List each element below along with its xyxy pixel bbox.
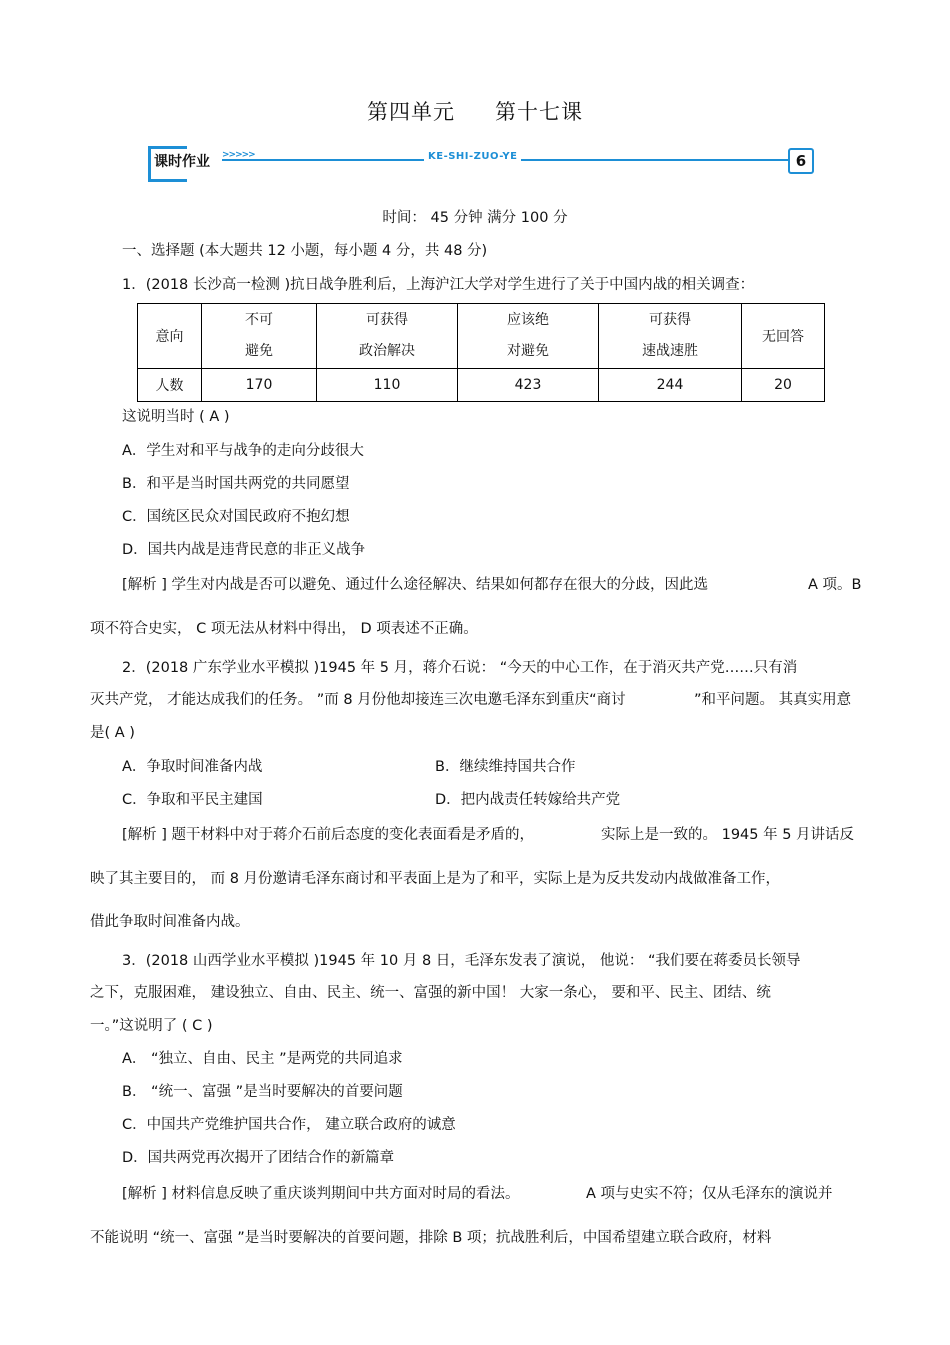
q3-option-a: A． “独立、自由、民主 ”是两党的共同追求 [122,1051,403,1067]
table-cell: 244 [599,369,742,402]
q1-analysis-line: [解析 ] 学生对内战是否可以避免、通过什么途径解决、结果如何都存在很大的分歧，因此选 [122,577,709,593]
q2-analysis-line: 借此争取时间准备内战。 [90,914,250,930]
q3-option-b: B． “统一、富强 ”是当时要解决的首要问题 [122,1084,403,1100]
q2-stem-line: 是( A ) [90,725,135,741]
table-row [138,304,825,369]
q3-analysis-line: A 项与史实不符；仅从毛泽东的演说并 [586,1186,833,1202]
homework-banner [148,146,814,180]
q1-analysis-line: 项不符合史实， C 项无法从材料中得出， D 项表述不正确。 [90,621,478,637]
q2-option-c: C．争取和平民主建国 [122,792,263,808]
table-cell: 无回答 [742,304,825,369]
q2-analysis-line: 映了其主要目的， 而 8 月份邀请毛泽东商讨和平表面上是为了和平，实际上是为反共发动内战做准备工作， [90,871,781,887]
table-cell: 170 [202,369,317,402]
q1-option-b: B．和平是当时国共两党的共同愿望 [122,476,350,492]
q3-analysis-line: [解析 ] 材料信息反映了重庆谈判期间中共方面对时局的看法。 [122,1186,520,1202]
table-cell: 423 [458,369,599,402]
cell-line: 政治解决 [359,343,415,359]
q3-analysis-line: 不能说明 “统一、富强 ”是当时要解决的首要问题，排除 B 项；抗战胜利后，中国希望建立联合政府，材料 [90,1230,772,1246]
cell-line: 避免 [245,343,273,359]
q2-stem-line: 灭共产党， 才能达成我们的任务。 ”而 8 月份他却接连三次电邀毛泽东到重庆“商讨 [90,692,626,708]
q2-option-a: A．争取时间准备内战 [122,759,263,775]
count-header-cell: 人数 [138,369,202,402]
q2-stem-line: 2．(2018 广东学业水平模拟 )1945 年 5 月，蒋介石说： “今天的中心工作，在于消灭共产党……只有消 [122,660,798,676]
q3-option-c: C．中国共产党维护国共合作， 建立联合政府的诚意 [122,1117,456,1133]
q1-option-a: A．学生对和平与战争的走向分歧很大 [122,443,364,459]
q2-analysis-line: [解析 ] 题干材料中对于蒋介石前后态度的变化表面看是矛盾的， [122,827,535,843]
banner-label: 课时作业 [154,154,210,170]
table-cell [599,304,742,369]
q1-option-d: D．国共内战是违背民意的非正义战争 [122,542,366,558]
table-cell: 110 [317,369,458,402]
time-info: 时间： 45 分钟 满分 100 分 [382,210,568,226]
q3-stem-line: 一。”这说明了 ( C ) [90,1018,213,1034]
q3-stem-line: 3．(2018 山西学业水平模拟 )1945 年 10 月 8 日，毛泽东发表了演说， 他说： “我们要在蒋委员长领导 [122,953,801,969]
cell-line: 可获得 [366,312,408,328]
cell-line: 应该绝 [507,312,549,328]
lesson-title: 第十七课 [495,100,583,124]
cell-line: 对避免 [507,343,549,359]
table-row [138,369,825,402]
q1-analysis-line: A 项。B [808,577,862,593]
q2-stem-line: ”和平问题。 其真实用意 [694,692,852,708]
page-title [0,96,950,126]
banner-code: KE-SHI-ZUO-YE [424,151,521,162]
q1-stem: 1．(2018 长沙高一检测 )抗日战争胜利后，上海沪江大学对学生进行了关于中国内战的相关调查： [122,277,755,293]
survey-table [137,303,825,402]
arrows-icon: >>>>> [222,150,255,160]
cell-line: 可获得 [649,312,691,328]
table-cell: 20 [742,369,825,402]
page-badge: 6 [788,148,814,174]
table-cell [202,304,317,369]
table-cell [317,304,458,369]
unit-title: 第四单元 [367,100,455,124]
q1-option-c: C．国统区民众对国民政府不抱幻想 [122,509,350,525]
q3-stem-line: 之下，克服困难， 建设独立、自由、民主、统一、富强的新中国！ 大家一条心， 要和平、民主、团结、统 [90,985,771,1001]
section-heading: 一、选择题 (本大题共 12 小题，每小题 4 分，共 48 分) [122,243,488,259]
table-cell [458,304,599,369]
q3-option-d: D．国共两党再次揭开了团结合作的新篇章 [122,1150,395,1166]
row-header-cell: 意向 [138,304,202,369]
q1-ask: 这说明当时 ( A ) [122,409,230,425]
q2-option-d: D．把内战责任转嫁给共产党 [435,792,621,808]
q2-option-b: B．继续维持国共合作 [435,759,576,775]
q2-analysis-line: 实际上是一致的。 1945 年 5 月讲话反 [601,827,855,843]
cell-line: 速战速胜 [642,343,698,359]
cell-line: 不可 [245,312,273,328]
